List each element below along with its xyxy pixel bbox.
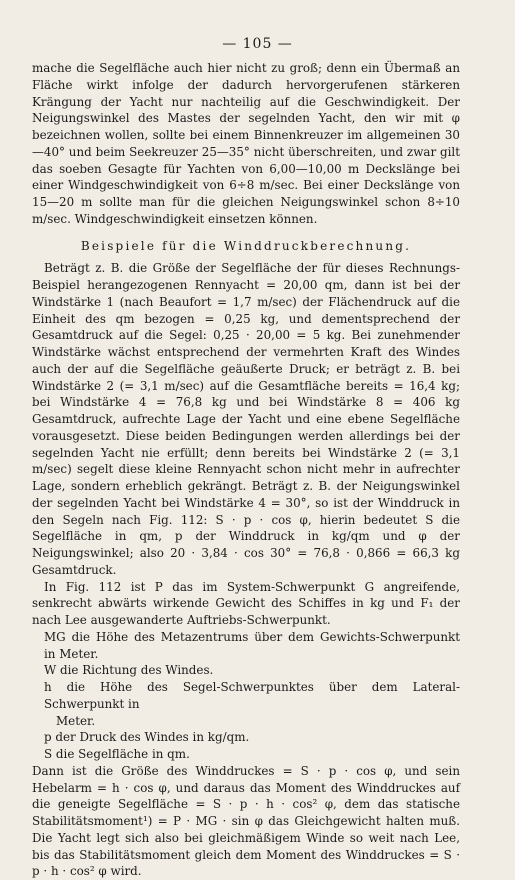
paragraph-conclusion: Dann ist die Größe des Winddruckes = S · p · cos φ, und sein Hebelarm = h · cos φ, und daraus das Moment des Winddruckes auf die geneigte Segelfläche = S · p · h · cos² φ, dem das statische Stabilitätsmoment¹) = P · MG · sin φ das Gleichgewicht halten muß. Die Yacht legt sich also bei gleichmäßigem Winde so weit nach Lee, bis das Stabilitätsmoment gleich dem Moment des Winddruckes = S · p · h · cos² φ wird. [32, 763, 460, 879]
definition-p: p der Druck des Windes in kg/qm. [44, 730, 250, 745]
definition-h: h die Höhe des Segel-Schwerpunktes über dem Lateral-Schwerpunkt in [44, 680, 460, 711]
definition-mg: MG die Höhe des Metazentrums über dem Gewichts-Schwerpunkt in Meter. [44, 629, 460, 661]
definition-s: S die Segelfläche in qm. [44, 747, 190, 761]
paragraph-intro: mache die Segelfläche auch hier nicht zu groß; denn ein Übermaß an Fläche wirkt infolge der dadurch hervorgerufenen stärkeren Krängung der Yacht nur nachteilig auf die Geschwindigkeit. Der Neigungswinkel des Mastes der segelnden Yacht, den wir mit φ bezeichnen wollen, sollte bei einem Binnenkreuzer im allgemeinen 30—40° und beim Seekreuzer 25—35° nicht überschreiten, und zwar gilt das soeben Gesagte für Yachten von 6,00—10,00 m Deckslänge bei einer Windgeschwindigkeit von 6÷8 m/sec. Bei einer Deckslänge von 15—20 m sollte man für die gleichen Neigungswinkel schon 8÷10 m/sec. Windgeschwindigkeit einsetzen können. [32, 61, 460, 226]
paragraph-example: Beträgt z. B. die Größe der Segelfläche der für dieses Rechnungs-Beispiel herangezogenen Rennyacht = 20,00 qm, dann ist bei der Windstärke 1 (nach Beaufort = 1,7 m/sec) der Flächendruck auf die Einheit des qm bezogen = 0,25 kg, und dementsprechend der Gesamtdruck auf die Segel: 0,25 · 20,00 = 5 kg. Bei zunehmender Windstärke wächst entsprechend der vermehrten Kraft des Windes auch der auf die Segelfläche geäußerte Druck; er beträgt z. B. bei Windstärke 2 (= 3,1 m/sec) auf die Gesamtfläche bereits = 16,4 kg; bei Windstärke 4 = 76,8 kg und bei Windstärke 8 = 406 kg Gesamtdruck, aufrechte Lage der Yacht und eine ebene Segelfläche vorausgesetzt. Diese beiden Bedingungen werden allerdings bei der segelnden Yacht nie erfüllt; denn bereits bei Windstärke 2 (= 3,1 m/sec) segelt diese kleine Rennyacht schon nicht mehr in aufrechter Lage, sondern erheblich gekrängt. Beträgt z. B. der Neigungswinkel der segelnden Yacht bei Windstärke 4 = 30°, so ist der Winddruck in den Segeln nach Fig. 112: S · p · cos φ, hierin bedeutet S die Segelfläche in qm, p der Winddruck in kg/qm und φ der Neigungswinkel; also 20 · 3,84 · cos 30° = 76,8 · 0,866 = 66,3 kg Gesamtdruck. [32, 261, 460, 577]
definition-w: W die Richtung des Windes. [44, 663, 214, 678]
section-heading: Beispiele für die Winddruckberechnung. [80, 238, 412, 253]
page-body [32, 60, 460, 880]
definition-h-cont: Meter. [56, 713, 96, 728]
paragraph-figure: In Fig. 112 ist P das im System-Schwerpunkt G angreifende, senkrecht abwärts wirkende Gewicht des Schiffes in kg und F₁ der nach Lee ausgewanderte Auftriebs-Schwerpunkt. [32, 579, 460, 627]
page-number: — 105 — [222, 36, 293, 52]
definition-list [32, 629, 460, 763]
